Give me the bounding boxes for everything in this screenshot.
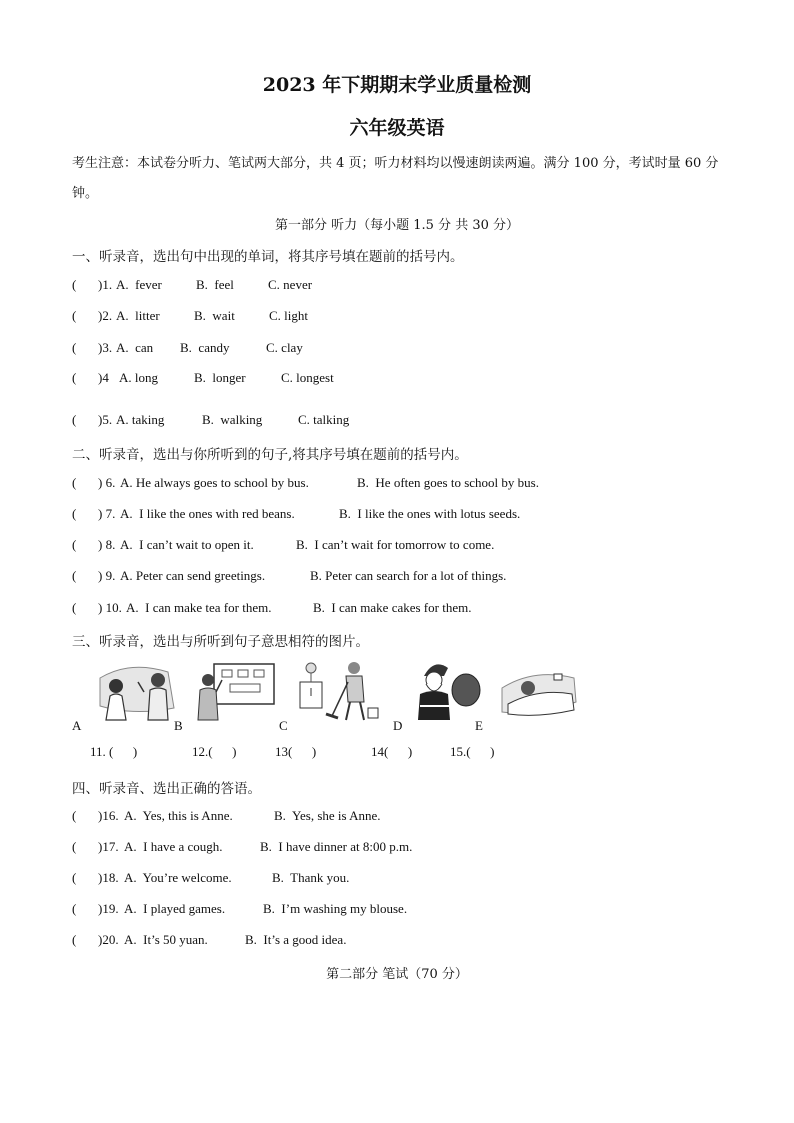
option-a: A. Yes, this is Anne. [124,808,233,823]
question-17: ( )17. A. I have a cough. B. I have dinner at 8:00 p.m. [72,839,413,854]
picture-label-c: C [279,718,288,733]
question-number: )17. [98,839,119,854]
option-a: A. fever [116,277,162,292]
option-b: B. feel [196,277,234,292]
part1-title: 第一部分 听力（每小题 1.5 分 共 30 分） [274,218,519,233]
question-number: )16. [98,808,119,823]
option-c: C. clay [266,340,303,355]
question-number: ) 6. [98,475,116,490]
option-c: C. light [269,308,309,323]
picture-label-e: E [475,718,483,733]
picture-d-santa-icon [404,658,492,722]
answer-blank-15: 15.( ) [450,744,495,759]
option-a: A. I like the ones with red beans. [120,506,295,521]
answer-blank-13: 13( ) [275,744,317,759]
question-8: ( ) 8. A. I can’t wait to open it. B. I can’t wait for tomorrow to come. [72,537,495,552]
question-9: ( ) 9. A. Peter can send greetings. B. Peter can search for a lot of things. [72,568,507,583]
option-a: A. I can’t wait to open it. [120,537,254,552]
question-3: ( )3. A. can B. candy C. clay [72,340,303,355]
question-10: ( ) 10. A. I can make tea for them. B. I can make cakes for them. [72,600,472,615]
part2-title: 第二部分 笔试（70 分） [326,967,468,982]
question-20: ( )20. A. It’s 50 yuan. B. It’s a good idea. [72,932,347,947]
sec1-title: 一、听录音，选出句中出现的单词，将其序号填在题前的括号内。 [72,249,464,265]
answer-blank-12: 12.( ) [192,744,237,759]
picture-e-bed-icon [494,658,582,722]
option-a: A. litter [116,308,160,323]
option-b: B. walking [202,412,263,427]
option-c: C. longest [281,370,334,385]
question-number: ) 10. [98,600,122,615]
option-c: C. talking [298,412,350,427]
option-b: B. I can’t wait for tomorrow to come. [296,537,495,552]
option-a: A. Peter can send greetings. [120,568,266,583]
picture-label-b: B [174,718,183,733]
option-b: B. I can make cakes for them. [313,600,472,615]
option-a: A. He always goes to school by bus. [120,475,309,490]
question-number: )3. [98,340,113,355]
question-4: ( )4 A. long B. longer C. longest [72,370,334,385]
option-b: B. Yes, she is Anne. [274,808,381,823]
option-b: B. wait [194,308,235,323]
answer-blank-14: 14( ) [371,744,413,759]
question-number: )1. [98,277,113,292]
question-18: ( )18. A. You’re welcome. B. Thank you. [72,870,350,885]
sec2-title: 二、听录音，选出与你所听到的句子,将其序号填在题前的括号内。 [72,447,468,463]
option-b: B. It’s a good idea. [245,932,347,947]
option-a: A. I have a cough. [124,839,223,854]
option-b: B. I like the ones with lotus seeds. [339,506,521,521]
option-b: B. Peter can search for a lot of things. [310,568,507,583]
option-a: A. You’re welcome. [124,870,232,885]
question-number: )18. [98,870,119,885]
question-7: ( ) 7. A. I like the ones with red beans. B. I like the ones with lotus seeds. [72,506,521,521]
question-19: ( )19. A. I played games. B. I’m washing my blouse. [72,901,408,916]
question-number: ) 7. [98,506,116,521]
question-6: ( ) 6. A. He always goes to school by bus. B. He often goes to school by bus. [72,475,539,490]
option-a: A. long [119,370,158,385]
exam-title: 2023 年下期期末学业质量检测 [262,74,532,96]
question-number: )2. [98,308,113,323]
option-b: B. longer [194,370,246,385]
question-number: )20. [98,932,119,947]
picture-options [72,658,592,738]
picture-c-sweeping-icon [296,658,384,722]
question-1: ( )1. A. fever B. feel C. never [72,277,313,292]
picture-label-d: D [393,718,403,733]
option-a: A. I played games. [124,901,226,916]
question-number: )4 [98,370,109,385]
option-a: A. I can make tea for them. [126,600,272,615]
question-number: ) 8. [98,537,116,552]
answer-blank-11: 11. ( ) [90,744,138,759]
picture-b-classroom-icon [192,658,280,722]
option-a: A. taking [116,412,165,427]
picture-a-people-icon [90,658,178,722]
option-b: B. I’m washing my blouse. [263,901,408,916]
option-b: B. Thank you. [272,870,350,885]
question-2: ( )2. A. litter B. wait C. light [72,308,309,323]
question-5: ( )5. A. taking B. walking C. talking [72,412,350,427]
option-b: B. I have dinner at 8:00 p.m. [260,839,413,854]
exam-notice: 考生注意：本试卷分听力、笔试两大部分，共 4 页；听力材料均以慢速朗读两遍。满分 100 分，考试时量 60 分钟。 [72,156,719,201]
question-number: )5. [98,412,113,427]
option-c: C. never [268,277,313,292]
option-a: A. It’s 50 yuan. [124,932,208,947]
sec4-title: 四、听录音、选出正确的答语。 [72,781,261,797]
question-number: ) 9. [98,568,116,583]
option-b: B. candy [180,340,230,355]
question-number: )19. [98,901,119,916]
picture-label-a: A [72,718,82,733]
sec3-title: 三、听录音，选出与所听到句子意思相符的图片。 [72,634,369,650]
option-a: A. can [116,340,154,355]
question-16: ( )16. A. Yes, this is Anne. B. Yes, she is Anne. [72,808,381,823]
exam-subtitle: 六年级英语 [349,117,445,139]
option-b: B. He often goes to school by bus. [357,475,539,490]
